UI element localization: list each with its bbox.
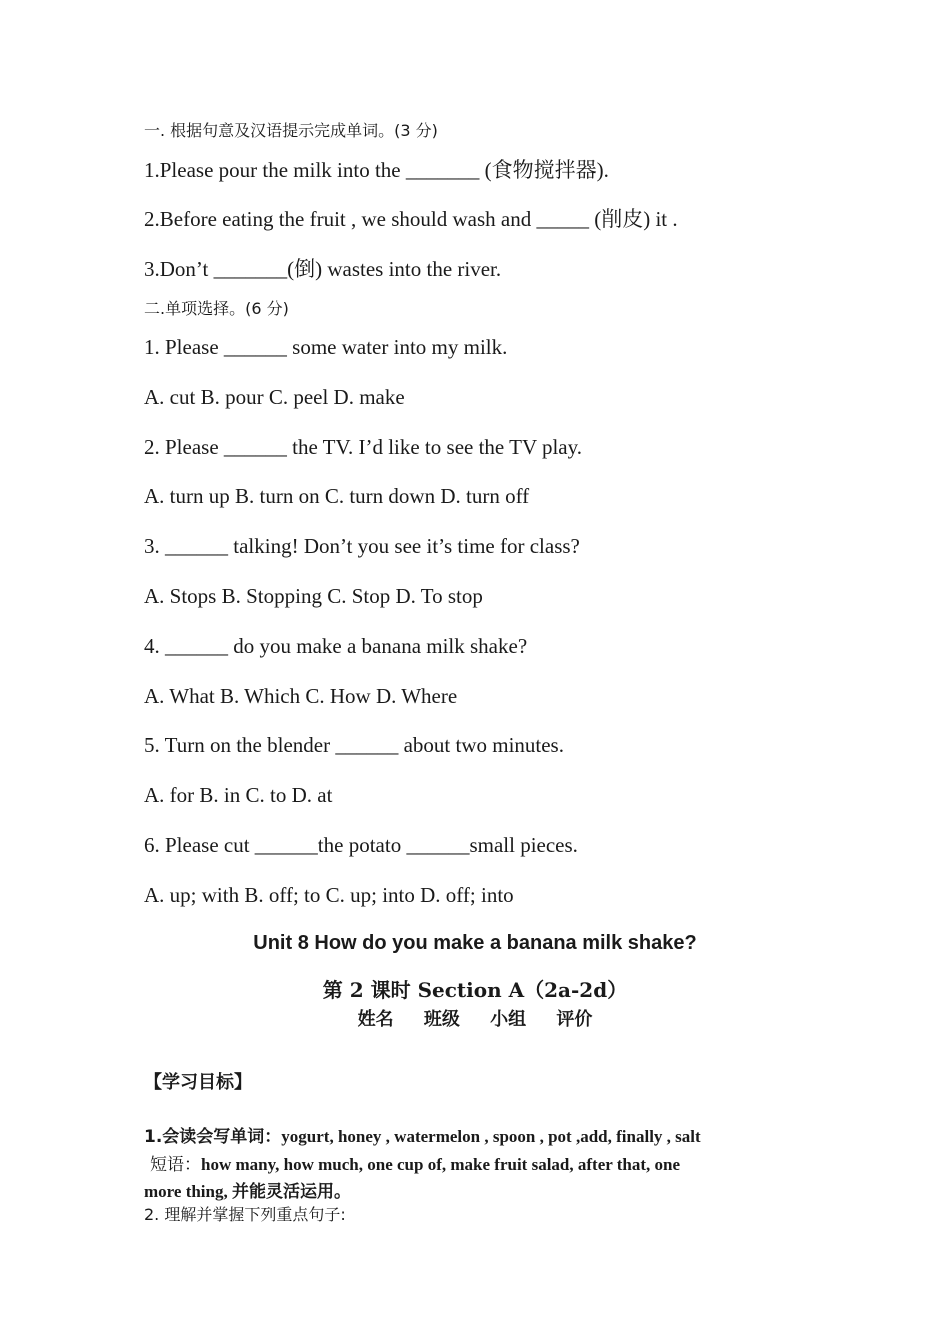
fill-blank-item-3: 3.Don’t _______(倒) wastes into the river.: [144, 257, 502, 281]
fill-blank-item-2: 2.Before eating the fruit , we should wash and _____ (削皮) it .: [144, 207, 678, 231]
evaluation-label: 评价: [556, 1009, 593, 1030]
choice-question-1: 1. Please ______ some water into my milk.: [144, 335, 508, 359]
phrases-words-cont: more thing,: [144, 1182, 232, 1201]
name-label: 姓名: [357, 1009, 394, 1030]
section2-heading: 二.单项选择。(6 分): [144, 299, 289, 318]
choice-question-2: 2. Please ______ the TV. I’d like to see the TV play.: [144, 435, 583, 459]
choice-question-3: 3. ______ talking! Don’t you see it’s time for class?: [144, 534, 580, 558]
goal-phrases-line-cont: [144, 1177, 351, 1202]
lesson-title: 第 2 课时 Section A（2a-2d）: [322, 978, 628, 1002]
phrases-usage-note: 并能灵活运用。: [232, 1182, 351, 1202]
choice-question-6: 6. Please cut ______the potato ______small pieces.: [144, 833, 578, 857]
choice-options-6: A. up; with B. off; to C. up; into D. off; into: [144, 883, 514, 907]
student-info-row: [0, 1005, 950, 1031]
fill-blank-item-1: 1.Please pour the milk into the _______ (食物搅拌器).: [144, 158, 609, 182]
group-label: 小组: [490, 1009, 527, 1030]
choice-options-3: A. Stops B. Stopping C. Stop D. To stop: [144, 584, 483, 608]
goal-vocabulary-line: [144, 1122, 701, 1147]
section1-heading: 一. 根据句意及汉语提示完成单词。(3 分): [144, 121, 438, 140]
choice-question-5: 5. Turn on the blender ______ about two minutes.: [144, 733, 564, 757]
choice-options-5: A. for B. in C. to D. at: [144, 783, 333, 807]
class-label: 班级: [423, 1009, 460, 1030]
choice-options-1: A. cut B. pour C. peel D. make: [144, 385, 405, 409]
choice-options-2: A. turn up B. turn on C. turn down D. turn off: [144, 484, 530, 508]
phrases-words: how many, how much, one cup of, make fruit salad, after that, one: [201, 1155, 681, 1174]
vocab-label: 1.会读会写单词：: [144, 1127, 282, 1147]
choice-question-4: 4. ______ do you make a banana milk shake?: [144, 634, 528, 658]
goal-key-sentences: 2. 理解并掌握下列重点句子:: [144, 1205, 346, 1224]
choice-options-4: A. What B. Which C. How D. Where: [144, 684, 458, 708]
phrases-label: 短语：: [150, 1155, 201, 1175]
unit-title: Unit 8 How do you make a banana milk shake?: [253, 932, 697, 954]
vocab-words: yogurt, honey , watermelon , spoon , pot ,add, finally , salt: [281, 1127, 701, 1146]
goal-phrases-line: [150, 1150, 680, 1175]
learning-goals-heading: 【学习目标】: [144, 1072, 252, 1093]
